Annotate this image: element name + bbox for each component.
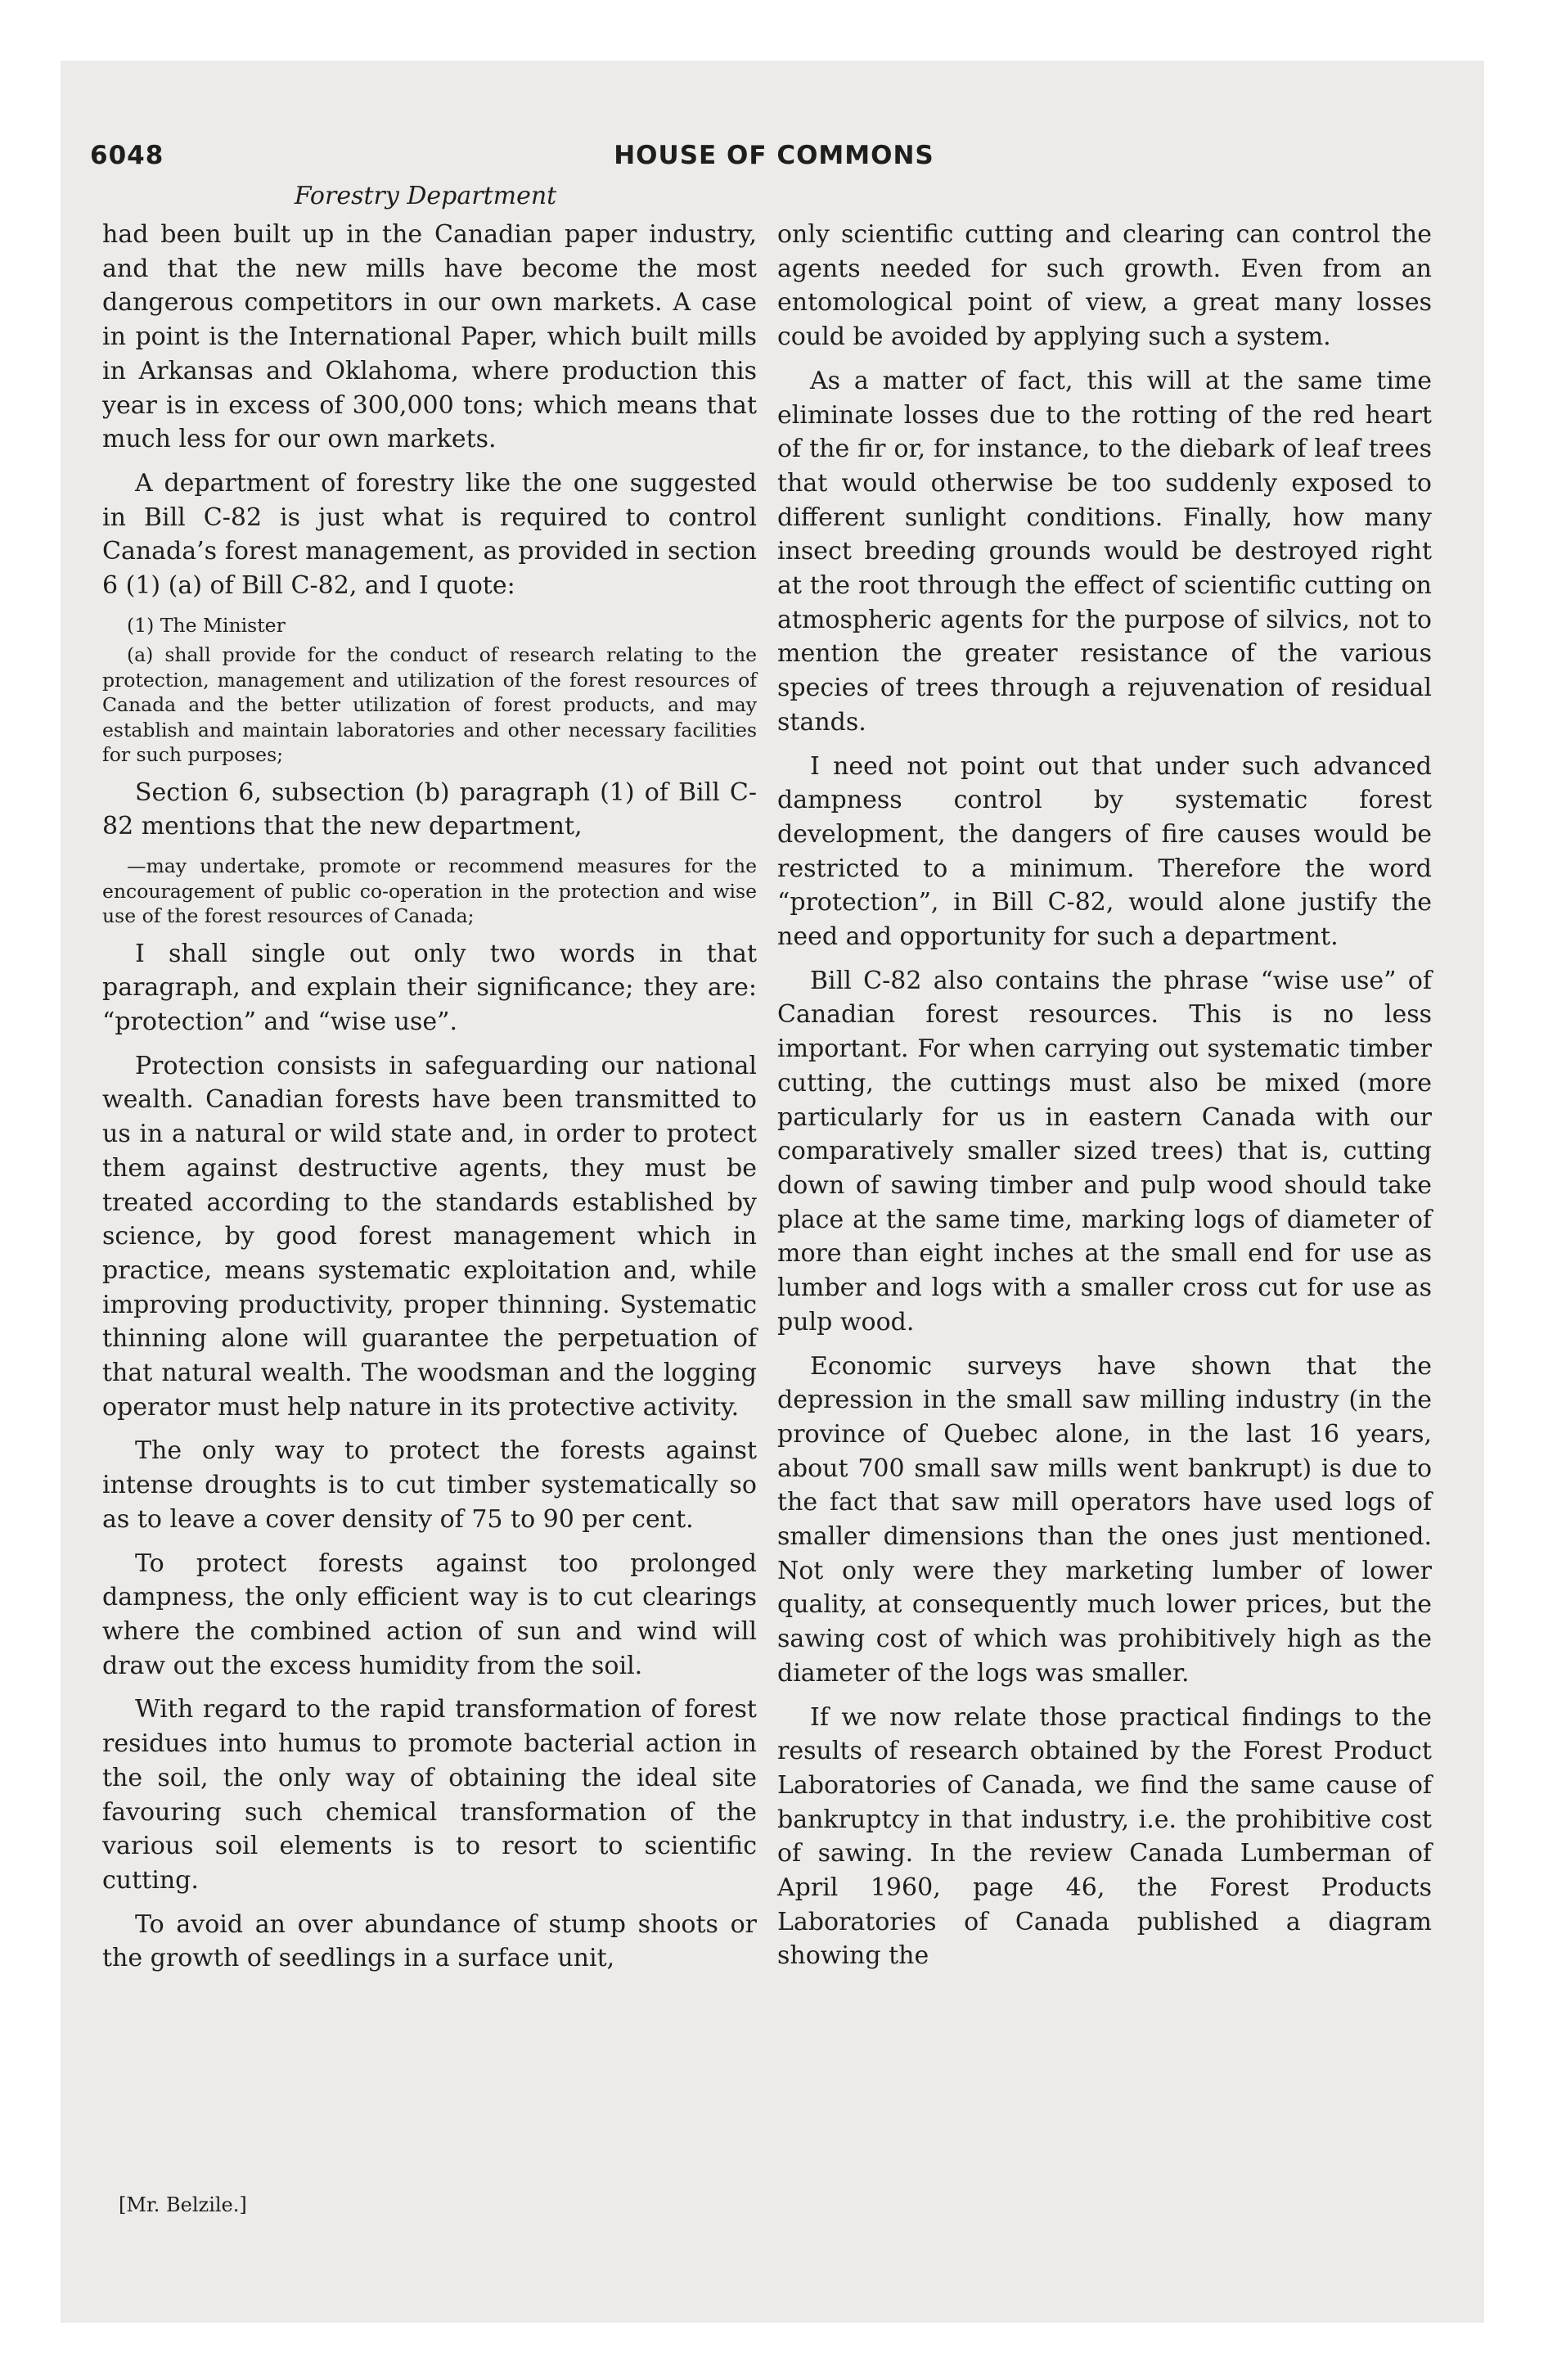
paragraph: only scientific cutting and clearing can control the agents needed for such growth. Even from an entomological point of view, a great many losses could be avoided by applying such a system.: [777, 220, 1432, 352]
paragraph: A department of forestry like the one suggested in Bill C-82 is just what is required to control Canada’s forest management, as provided in section 6 (1) (a) of Bill C-82, and I quote:: [102, 468, 757, 601]
paragraph: Bill C-82 also contains the phrase “wise use” of Canadian forest resources. This is no less important. For when carrying out systematic timber cutting, the cuttings must also be mixed (more particularly for us in eastern Canada with our comparatively smaller sized trees) that is, cutting down of sawing timber and pulp wood should take place at the same time, marking logs of diameter of more than eight inches at the small end for use as lumber and logs with a smaller cross cut for use as pulp wood.: [777, 966, 1432, 1336]
quotation: (a) shall provide for the conduct of research relating to the protection, management and utilization of the forest resources of Canada and the better utilization of forest products, and may establish and maintain laboratories and other necessary facilities for such purposes;: [102, 643, 757, 767]
paragraph: Protection consists in safeguarding our national wealth. Canadian forests have been transmitted to us in a natural or wild state and, in order to protect them against destructive agents, they must be treated according to the standards established by science, by good forest management which in practice, means systematic exploitation and, while improving productivity, proper thinning. Systematic thinning alone will guarantee the perpetuation of that natural wealth. The woodsman and the logging operator must help nature in its protective activity.: [102, 1051, 757, 1422]
paragraph: Economic surveys have shown that the depression in the small saw milling industry (in the province of Quebec alone, in the last 16 years, about 700 small saw mills went bankrupt) is due to the fact that saw mill operators have used logs of smaller dimensions than the ones just mentioned. Not only were they marketing lumber of lower quality, at consequently much lower prices, but the sawing cost of which was prohibitively high as the diameter of the logs was smaller.: [777, 1351, 1432, 1688]
paragraph: Section 6, subsection (b) paragraph (1) of Bill C-82 mentions that the new department,: [102, 778, 757, 841]
paragraph: If we now relate those practical findings to the results of research obtained by the Forest Product Laboratories of Canada, we find the same cause of bankruptcy in that industry, i.e. the prohibitive cost of sawing. In the review Canada Lumberman of April 1960, page 46, the Forest Products Laboratories of Canada published a diagram showing the: [777, 1702, 1432, 1971]
paragraph: To protect forests against too prolonged dampness, the only efficient way is to cut clearings where the combined action of sun and wind will draw out the excess humidity from the soil.: [102, 1548, 757, 1680]
paragraph: I shall single out only two words in that paragraph, and explain their significance; they are: “protection” and “wise use”.: [102, 939, 757, 1037]
page-number: 6048: [90, 141, 164, 170]
right-column: [777, 218, 1432, 1983]
paragraph: As a matter of fact, this will at the same time eliminate losses due to the rotting of the red heart of the fir or, for instance, to the diebark of leaf trees that would otherwise be too suddenly exposed to different sunlight conditions. Finally, how many insect breeding grounds would be destroyed right at the root through the effect of scientific cutting on atmospheric agents for the purpose of silvics, not to mention the greater resistance of the various species of trees through a rejuvenation of residual stands.: [777, 366, 1432, 737]
paragraph: I need not point out that under such advanced dampness control by systematic forest development, the dangers of fire causes would be restricted to a minimum. Therefore the word “protection”, in Bill C-82, would alone justify the need and opportunity for such a department.: [777, 751, 1432, 952]
left-column: [102, 218, 757, 1986]
speaker-note: [Mr. Belzile.]: [119, 2193, 247, 2216]
section-title: Forestry Department: [294, 182, 557, 210]
paragraph: had been built up in the Canadian paper industry, and that the new mills have become the most dangerous competitors in our own markets. A case in point is the International Paper, which built mills in Arkansas and Oklahoma, where production this year is in excess of 300,000 tons; which means that much less for our own markets.: [102, 220, 757, 454]
paragraph: To avoid an over abundance of stump shoots or the growth of seedlings in a surface unit,: [102, 1909, 757, 1973]
paragraph: With regard to the rapid transformation of forest residues into humus to promote bacterial action in the soil, the only way of obtaining the ideal site favouring such chemical transformation of the various soil elements is to resort to scientific cutting.: [102, 1695, 757, 1895]
quotation: —may undertake, promote or recommend measures for the encouragement of public co-operation in the protection and wise use of the forest resources of Canada;: [102, 854, 757, 928]
running-head: HOUSE OF COMMONS: [614, 141, 934, 170]
quotation-heading: (1) The Minister: [127, 613, 286, 637]
paragraph: The only way to protect the forests against intense droughts is to cut timber systematically so as to leave a cover density of 75 to 90 per cent.: [102, 1436, 757, 1534]
